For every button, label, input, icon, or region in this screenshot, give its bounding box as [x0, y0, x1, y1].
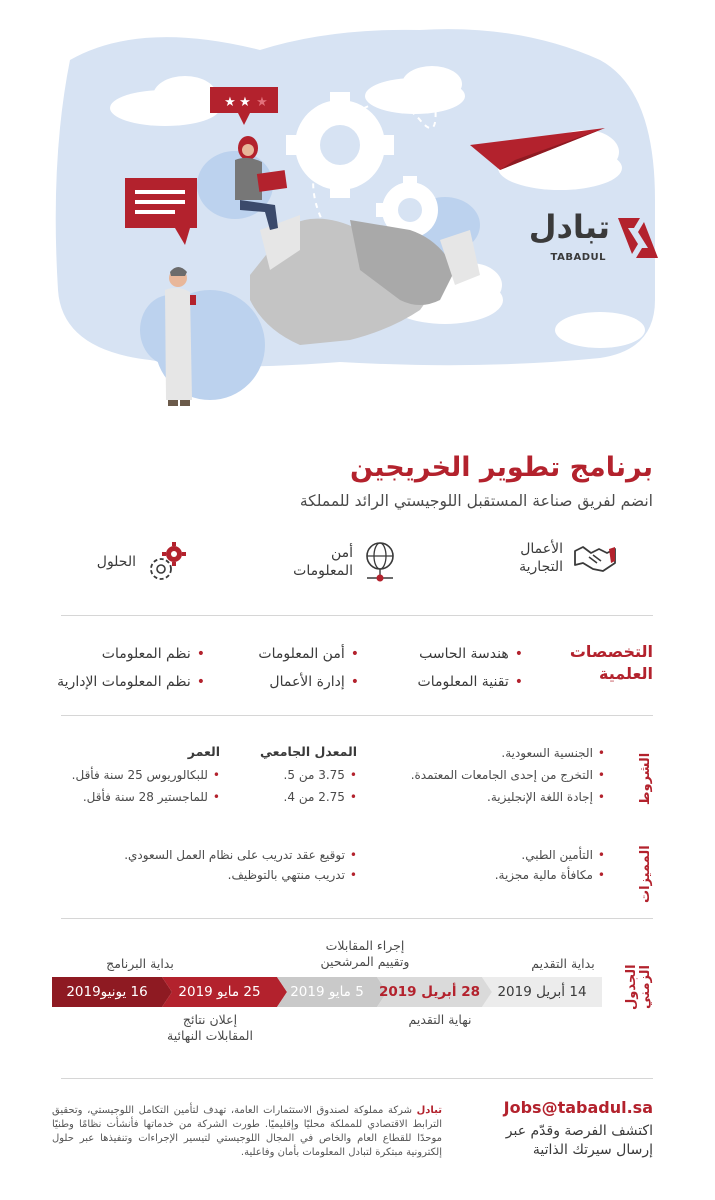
tabadul-logo-icon: [614, 214, 662, 262]
svg-text:★: ★: [256, 95, 268, 110]
timeline-label-end-apply: نهاية التقديم: [408, 1012, 472, 1027]
handshake-icon: [573, 541, 617, 575]
divider-1: [61, 615, 653, 616]
spec-item: • نظم المعلومات الإدارية: [57, 674, 205, 690]
divider-4: [61, 1078, 653, 1079]
area-infosec: [293, 540, 397, 584]
about-company-text: شركة مملوكة لصندوق الاستثمارات العامة، تهدف لتأمين التكامل اللوجيستي، وتحقيق الترابط الاقتصادي للمملكة محليًا وإقليميًا. طورت الشركة من خدماتها فأنشأت نظامًا وطنيًا موحدًا للقطاع العام والخاص في المجال اللوجيستي لتيسير الإجراءات وتنفيذها عبر حلول إلكترونية مبتكرة لتبادل المعلومات بأمان وفاعلية.: [52, 1105, 442, 1158]
benefit-item: • مكافأة مالية مجزية.: [495, 868, 605, 882]
timeline-date-4: 25 مايو 2019: [178, 984, 261, 1000]
brand-logo: [512, 208, 662, 270]
spec-item: • إدارة الأعمال: [269, 674, 359, 690]
benefit-item: • توقيع عقد تدريب على نظام العمل السعودي.: [124, 848, 357, 862]
conditions-heading: الشروط: [638, 752, 653, 806]
spec-item: • تقنية المعلومات: [418, 674, 523, 690]
specializations-heading: التخصصات العلمية: [569, 642, 653, 683]
contact-cta: اكتشف الفرصة وقدّم عبر إرسال سيرتك الذاتية: [505, 1123, 653, 1158]
svg-text:★: ★: [239, 95, 251, 110]
area-solutions: [97, 540, 190, 584]
age-item: • للماجستير 28 سنة فأقل.: [83, 790, 220, 804]
benefits-heading: المميزات: [638, 845, 653, 903]
area-business-label: الأعمال التجارية: [519, 541, 563, 575]
timeline-date-3: 5 مايو 2019: [290, 984, 364, 1000]
brand-name-en: TABADUL: [550, 252, 606, 263]
svg-text:★: ★: [224, 95, 236, 110]
program-subtitle: انضم لفريق صناعة المستقبل اللوجيستي الرائد للمملكة: [299, 492, 653, 510]
condition-item: • إجادة اللغة الإنجليزية.: [487, 790, 605, 804]
area-solutions-label: الحلول: [96, 554, 136, 570]
age-heading: العمر: [187, 744, 220, 759]
brand-name-ar: تبادل: [528, 208, 610, 246]
timeline-label-interviews: إجراء المقابلات وتقييم المرشحين: [320, 938, 410, 969]
timeline-label-program-start: بداية البرنامج: [106, 956, 174, 971]
spec-item: • هندسة الحاسب: [419, 646, 523, 662]
area-business: [519, 540, 617, 576]
divider-3: [61, 918, 653, 919]
contact-email-link[interactable]: Jobs@tabadul.sa: [503, 1098, 653, 1117]
spec-item: • نظم المعلومات: [102, 646, 205, 662]
area-infosec-label: أمن المعلومات: [293, 545, 353, 579]
timeline-date-1: 14 أبريل 2019: [497, 984, 587, 1000]
condition-item: • التخرج من إحدى الجامعات المعتمدة.: [411, 768, 605, 782]
timeline-label-start-apply: بداية التقديم: [531, 956, 595, 971]
gears-icon: [146, 540, 190, 584]
about-company: [52, 1104, 442, 1160]
benefit-item: • تدريب منتهي بالتوظيف.: [228, 868, 357, 882]
spec-item: • أمن المعلومات: [258, 646, 359, 662]
timeline-heading: الجدول الزمني: [624, 964, 653, 1010]
benefit-item: • التأمين الطبي.: [521, 848, 605, 862]
timeline-date-5: 16 يونيو2019: [66, 984, 148, 1000]
about-company-name: تبادل: [416, 1105, 442, 1116]
gpa-item: • 2.75 من 4.: [284, 790, 357, 804]
timeline-date-2: 28 أبريل 2019: [379, 984, 480, 1000]
timeline-label-results: إعلان نتائج المقابلات النهائية: [167, 1012, 253, 1043]
program-title: برنامج تطوير الخريجين: [349, 452, 653, 483]
gpa-item: • 3.75 من 5.: [284, 768, 357, 782]
globe-network-icon: [363, 540, 397, 584]
condition-item: • الجنسية السعودية.: [501, 746, 605, 760]
age-item: • للبكالوريوس 25 سنة فأقل.: [72, 768, 220, 782]
divider-2: [61, 715, 653, 716]
gpa-heading: المعدل الجامعي: [260, 744, 357, 759]
